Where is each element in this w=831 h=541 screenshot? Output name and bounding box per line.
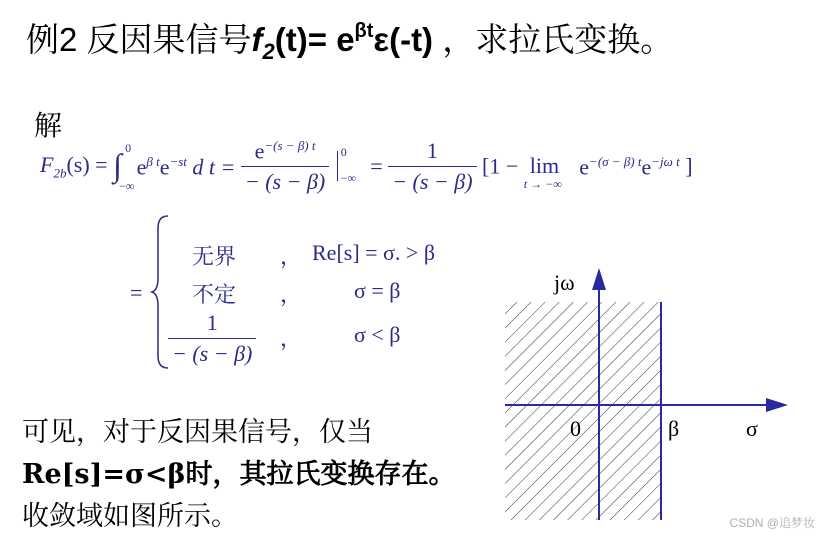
case2-condition: σ = β — [354, 278, 401, 303]
jw-axis-arrow — [592, 268, 606, 290]
eq-lhs-arg: (s) = — [66, 151, 108, 177]
int-upper: 0 — [125, 140, 132, 155]
frac1-num: e — [254, 138, 265, 164]
fraction-1 — [241, 138, 329, 195]
title-f: f — [251, 21, 263, 58]
equation-main — [40, 138, 693, 195]
title-exp: βt — [354, 20, 374, 42]
case1-comma: ， — [280, 244, 303, 269]
lim-text: lim — [529, 152, 560, 178]
fraction-2 — [388, 138, 476, 195]
eval-bar — [335, 145, 365, 189]
title-eps: ε(-t) — [373, 21, 434, 58]
beta-label: β — [668, 416, 680, 441]
integral-sign: ∫ 0 −∞ — [113, 140, 135, 193]
eq-sign: = — [370, 153, 389, 179]
title-suffix: ，求拉氏变换。 — [433, 21, 674, 58]
bracket-open: [1 − — [482, 153, 519, 179]
conclusion-line-1: 可见，对于反因果信号，仅当 — [22, 417, 373, 448]
case3-condition: σ < β — [354, 322, 401, 347]
title-prefix: 例2 反因果信号 — [26, 21, 252, 58]
limit — [524, 145, 574, 189]
eq-lhs-sub: 2b — [53, 165, 67, 181]
bracket-close: ] — [685, 153, 693, 179]
lim-sub: t → −∞ — [523, 176, 562, 191]
case3-fraction — [168, 310, 256, 367]
lim-exp1: −(σ − β) t — [589, 153, 642, 169]
lim-e2: e — [641, 153, 652, 179]
title-arg: (t)= e — [274, 21, 355, 58]
case3-comma: ， — [280, 326, 303, 351]
conclusion-line-3: 收敛域如图所示。 — [22, 501, 238, 532]
conclusion-text — [22, 412, 492, 538]
eq-dt: d t = — [192, 153, 236, 179]
int-lower: −∞ — [119, 178, 135, 193]
origin-label: 0 — [570, 416, 581, 441]
convergence-region — [505, 302, 661, 520]
case1-condition: Re[s] = σ. > β — [312, 240, 436, 265]
eq-lhs: F — [40, 151, 54, 177]
frac2-den: − (s − β) — [392, 169, 473, 195]
frac1-num-exp: −(s − β) t — [264, 138, 316, 153]
integrand-exp1: β t — [146, 153, 160, 169]
integrand-e1: e — [136, 153, 147, 179]
case2-comma: ， — [280, 282, 303, 307]
sigma-label: σ — [746, 416, 758, 441]
solution-label: 解 — [34, 109, 63, 142]
s-plane-diagram — [500, 262, 800, 524]
case1-value: 无界 — [192, 244, 237, 269]
eval-upper: 0 — [340, 144, 347, 159]
title-sub: 2 — [262, 39, 275, 64]
case3-num: 1 — [168, 310, 256, 339]
watermark: CSDN @追梦妆 — [729, 516, 815, 530]
eval-lower: −∞ — [340, 170, 357, 185]
case3-den: − (s − β) — [172, 341, 253, 366]
frac1-den: − (s − β) — [244, 169, 326, 195]
case2-value: 不定 — [192, 282, 237, 307]
sigma-axis-arrow — [766, 398, 788, 412]
integrand-e2: e — [159, 153, 170, 179]
integrand-exp2: −st — [169, 153, 187, 169]
cases-eq: = — [130, 280, 143, 305]
slide-title — [26, 14, 826, 65]
jw-label: jω — [554, 270, 575, 295]
lim-exp2: −jω t — [651, 153, 680, 169]
conclusion-line-2: Re[s]=σ<β时，其拉氏变换存在。 — [22, 459, 456, 490]
frac2-num: 1 — [388, 138, 476, 167]
lim-e1: e — [579, 153, 590, 179]
